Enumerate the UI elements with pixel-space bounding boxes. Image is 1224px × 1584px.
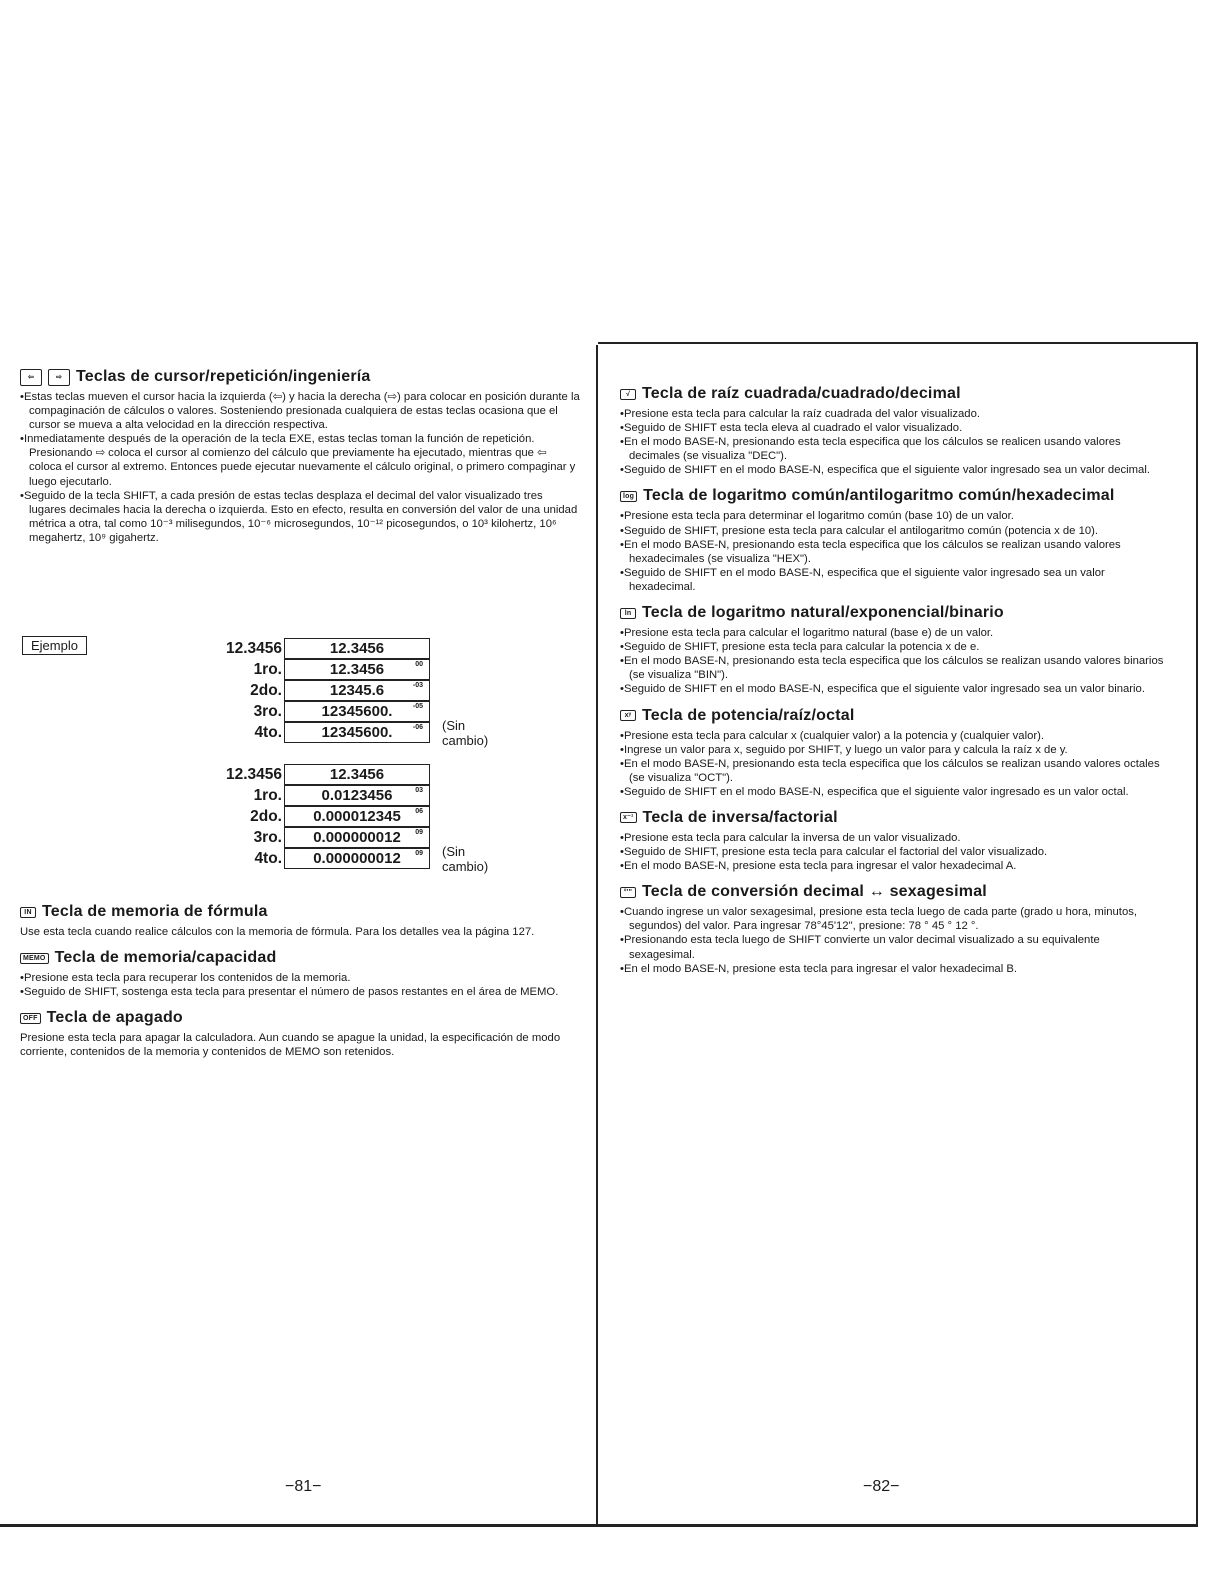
bullet: •Ingrese un valor para x, seguido por SHIFT, y luego un valor para y calcula la raíz x de y.: [620, 743, 1068, 756]
bullet: •Seguido de SHIFT, presione esta tecla para calcular el factorial del valor visualizado.: [620, 846, 1048, 859]
bullet: •Seguido de SHIFT en el modo BASE-N, especifica que el siguiente valor ingresado sea un valor decimal.: [620, 464, 1150, 477]
section-title: ln Tecla de logaritmo natural/exponencial/binario: [620, 604, 1165, 622]
page-number: −82−: [863, 1478, 900, 1495]
section-sexagesimal: [620, 883, 1165, 975]
bullet: •Cuando ingrese un valor sexagesimal, presione esta tecla luego de cada parte (grado u hora, minutos, segundos) del valor. Para ingresar 78°45'12", presione: 78 ° 45 ° 12 °.: [620, 906, 1138, 933]
section-title: x⁻¹ Tecla de inversa/factorial: [620, 809, 1165, 827]
bullet: •En el modo BASE-N, presionando esta tecla especifica que los cálculos se realizan usando valores octales (se visualiza "OCT").: [620, 757, 1160, 784]
degree-key-icon: °'": [620, 887, 636, 898]
ln-key-icon: ln: [620, 608, 636, 619]
power-key-icon: xʸ: [620, 710, 636, 721]
sqrt-key-icon: √: [620, 389, 636, 400]
example-label: Ejemplo: [22, 636, 87, 655]
center-divider: [596, 345, 598, 1525]
example-block: Ejemplo 12.3456 12.3456 1ro. 12.3456 00 2do. 12345.6 -03 3ro. 12345600. -05 4to. 12345600. -06 (Sin cambio) 12.3456 12.3456 1ro. 0.0123456 03 2do. 0.000012345 06 3ro. 0.000000012 09 4to. 0.000000012 09 (Sin cambio): [20, 368, 580, 888]
bullet: •Seguido de SHIFT, presione esta tecla para calcular el antilogaritmo común (potencia x de 10).: [620, 524, 1099, 537]
log-key-icon: log: [620, 491, 637, 502]
bullet: •Presione esta tecla para determinar el logaritmo común (base 10) de un valor.: [620, 510, 1014, 523]
page-left: [20, 368, 582, 1495]
bullet: •Seguido de SHIFT esta tecla eleva al cuadrado el valor visualizado.: [620, 422, 963, 435]
bullet: •Seguido de SHIFT en el modo BASE-N, especifica que el siguiente valor ingresado sea un valor hexadecimal.: [620, 566, 1105, 593]
bullet: •Presione esta tecla para recuperar los contenidos de la memoria.: [20, 972, 351, 985]
bullet: •En el modo BASE-N, presionando esta tecla especifica que los cálculos se realizan usando valores binarios (se visualiza "BIN").: [620, 655, 1164, 682]
section-inversa: [620, 809, 1165, 873]
section-potencia: [620, 707, 1165, 799]
inverse-key-icon: x⁻¹: [620, 812, 637, 823]
bullet: •Presionando esta tecla luego de SHIFT convierte un valor decimal visualizado a su equivalente sexagesimal.: [620, 934, 1100, 961]
section-memoria-capacidad: [20, 949, 582, 999]
bullet: •Presione esta tecla para calcular la inversa de un valor visualizado.: [620, 831, 961, 844]
bullet: •Seguido de la tecla SHIFT, a cada presión de estas teclas desplaza el decimal del valor visualizado tres lugares decimales hacia la derecha o izquierda. Esto en efecto, resulta en conversión del valor de una unidad métrica a otra, tal como 10⁻³ milisegundos, 10⁻⁶ microsegundos, 10⁻¹² picosegundos, o 10³ kilohertz, 10⁶ megahertz, 10⁹ gigahertz.: [20, 489, 578, 544]
cursor-left-key-icon: ⇦: [20, 369, 42, 386]
section-title: log Tecla de logaritmo común/antilogaritmo común/hexadecimal: [620, 487, 1165, 505]
in-key-icon: IN: [20, 907, 36, 918]
section-raiz: [620, 385, 1165, 477]
bullet: •Seguido de SHIFT, sostenga esta tecla para presentar el número de pasos restantes en el área de MEMO.: [20, 986, 559, 999]
bullet: •En el modo BASE-N, presionando esta tecla especifica que los cálculos se realicen usando valores decimales (se visualiza "DEC").: [620, 436, 1121, 463]
bullet: •Estas teclas mueven el cursor hacia la izquierda (⇦) y hacia la derecha (⇨) para colocar en posición durante la compaginación de cálculos o valores. Sosteniendo presionada cualquiera de estas teclas ocasiona que el cursor se mueva a alta velocidad en la dirección respectiva.: [20, 391, 580, 432]
bullet: •Presione esta tecla para calcular la raíz cuadrada del valor visualizado.: [620, 408, 981, 420]
section-title: IN Tecla de memoria de fórmula: [20, 903, 582, 921]
page-right: [620, 385, 1165, 1495]
bullet: •Seguido de SHIFT, presione esta tecla para calcular la potencia x de e.: [620, 641, 980, 654]
bullet: •Seguido de SHIFT en el modo BASE-N, especifica que el siguiente valor ingresado sea un valor binario.: [620, 683, 1145, 696]
page-number: −81−: [285, 1478, 322, 1495]
bullet: •Inmediatamente después de la operación de la tecla EXE, estas teclas toman la función de repetición. Presionando ⇨ coloca el cursor al comienzo del cálculo que previamente ha ejecutado, mientras que ⇦ coloca el cursor al extremo. Entonces puede ejecutar nuevamente el cálculo original, o primero compaginar y luego ejecutarlo.: [20, 433, 576, 488]
section-log: [620, 487, 1165, 594]
right-edge-line: [1196, 342, 1198, 1527]
section-apagado: OFF Tecla de apagado Presione esta tecla para apagar la calculadora. Aun cuando se apague la unidad, la especificación de modo corriente, contenidos de la memoria y contenidos de MEMO son retenidos.: [20, 1009, 582, 1059]
bullet: •En el modo BASE-N, presione esta tecla para ingresar el valor hexadecimal B.: [620, 962, 1018, 975]
top-rule-right: [598, 342, 1198, 344]
bullet: •Presione esta tecla para calcular x (cualquier valor) a la potencia y (cualquier valor).: [620, 729, 1045, 742]
section-title: MEMO Tecla de memoria/capacidad: [20, 949, 582, 967]
bullet: •En el modo BASE-N, presionando esta tecla especifica que los cálculos se realizan usando valores hexadecimales (se visualiza "HEX").: [620, 538, 1121, 565]
section-title: xʸ Tecla de potencia/raíz/octal: [620, 707, 1165, 725]
cursor-right-key-icon: ⇨: [48, 369, 70, 386]
bullet: •Seguido de SHIFT en el modo BASE-N, especifica que el siguiente valor ingresado es un valor octal.: [620, 785, 1129, 798]
bullet: •Presione esta tecla para calcular el logaritmo natural (base e) de un valor.: [620, 627, 994, 640]
section-title: ⇦ ⇨ Teclas de cursor/repetición/ingeniería: [20, 368, 582, 386]
section-title: °'" Tecla de conversión decimal ↔ sexagesimal: [620, 883, 1165, 901]
off-key-icon: OFF: [20, 1013, 41, 1024]
section-title: OFF Tecla de apagado: [20, 1009, 582, 1027]
section-memoria-formula: IN Tecla de memoria de fórmula Use esta tecla cuando realice cálculos con la memoria de fórmula. Para los detalles vea la página 127.: [20, 903, 582, 939]
memo-key-icon: MEMO: [20, 953, 49, 964]
bullet: •En el modo BASE-N, presione esta tecla para ingresar el valor hexadecimal A.: [620, 860, 1017, 873]
section-title: √ Tecla de raíz cuadrada/cuadrado/decimal: [620, 385, 1165, 403]
section-ln: [620, 604, 1165, 696]
bottom-rule: [0, 1524, 1198, 1527]
